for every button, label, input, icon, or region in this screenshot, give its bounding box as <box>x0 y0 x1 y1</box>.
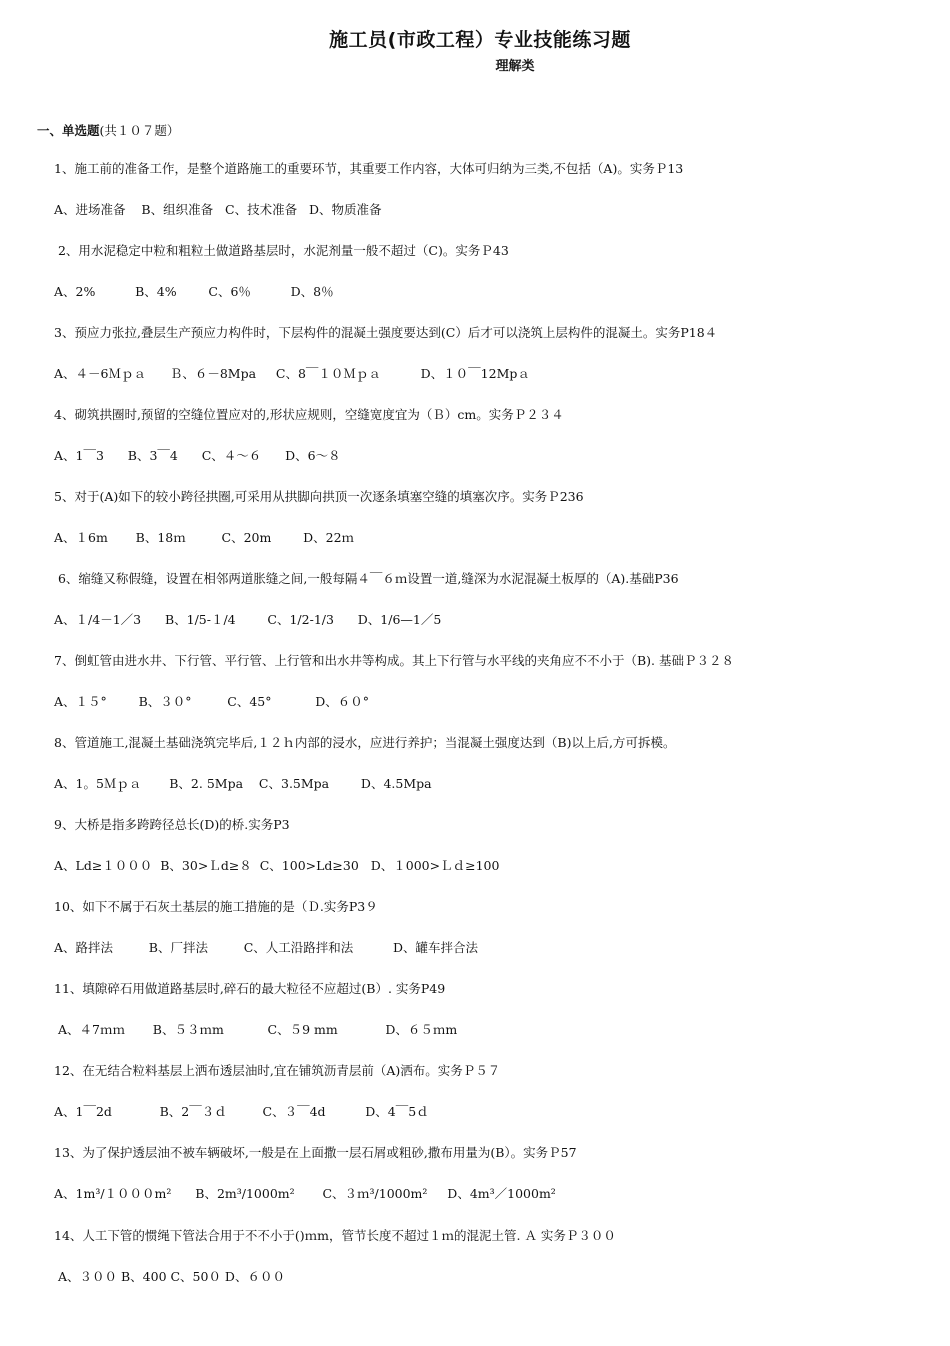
question-text: 5、对于(A)如下的较小跨径拱圈,可采用从拱脚向拱顶一次逐条填塞空缝的填塞次序。实务Ｐ236 <box>54 489 584 504</box>
section-heading-label: 一、单选题 <box>37 123 100 138</box>
question-options: A、１6m B、18ｍ C、20m D、22ｍ <box>54 530 355 545</box>
question-text: 11、填隙碎石用做道路基层时,碎石的最大粒径不应超过(B）. 实务P49 <box>54 981 446 996</box>
question-options: A、４7ｍｍ B、５３ｍm C、５9 mm D、６５ｍm <box>54 1022 458 1037</box>
question-text: 12、在无结合粒料基层上洒布透层油时,宜在铺筑沥青层前（A)洒布。实务Ｐ５７ <box>54 1063 501 1078</box>
question-text: 13、为了保护透层油不被车辆破坏,一般是在上面撒一层石屑或粗砂,撒布用量为(B）。实务Ｐ57 <box>54 1145 577 1160</box>
document-title: 施工员(市政工程）专业技能练习题 <box>329 29 631 51</box>
question-options: A、1。5Ｍｐａ B、2. 5Mpa C、3.5Mpa D、4.5Mpa <box>54 776 432 791</box>
question-options: A、３００ B、400 C、50０ D、６００ <box>54 1269 285 1284</box>
question-text: 1、施工前的准备工作，是整个道路施工的重要环节，其重要工作内容，大体可归纳为三类,不包括（A)。实务Ｐ13 <box>54 161 684 176</box>
section-heading <box>37 121 179 139</box>
document-subtitle: 理解类 <box>495 59 535 74</box>
question-text: 10、如下不属于石灰土基层的施工措施的是（Ｄ.实务P3９ <box>54 899 378 914</box>
question-options: A、进场准备 B、组织准备 C、技术准备 D、物质准备 <box>54 202 382 217</box>
section-count: (共１０７题） <box>99 123 180 138</box>
question-options: A、1￣2d B、2￣３ｄ C、３￣4d D、4￣5ｄ <box>54 1104 429 1119</box>
question-options: A、１５° B、３０° C、45° D、６０° <box>54 694 369 709</box>
question-options: A、４－6Ｍｐａ Ｂ、６－8Mpa C、8￣１０Ｍｐａ D、１０￣12Mpａ <box>54 366 530 381</box>
question-text: 7、倒虹管由进水井、下行管、平行管、上行管和出水井等构成。其上下行管与水平线的夹角应不不小于（B). 基础Ｐ３２８ <box>54 653 734 668</box>
question-text: 9、大桥是指多跨跨径总长(D)的桥.实务P3 <box>54 817 290 832</box>
question-options: A、路拌法 B、厂拌法 C、人工沿路拌和法 D、罐车拌合法 <box>54 940 479 955</box>
question-text: 14、人工下管的惯绳下管法合用于不不小于()ｍm，管节长度不超过１ｍ的混泥土管. Ａ 实务Ｐ３００ <box>54 1228 616 1243</box>
question-options: A、１/4－1／3 B、1/5-１/4 C、1/2-1/3 D、1/6—1／5 <box>54 612 442 627</box>
question-options: A、2% B、4% C、6％ D、8％ <box>54 284 334 299</box>
question-text: 8、管道施工,混凝土基础浇筑完毕后,１２ｈ内部的浸水，应进行养护；当混凝土强度达到（B)以上后,方可拆模。 <box>54 735 676 750</box>
question-text: 3、预应力张拉,叠层生产预应力构件时，下层构件的混凝土强度要达到(C）后才可以浇筑上层构件的混凝土。实务P18４ <box>54 325 718 340</box>
question-options: A、1m³/１０００m² B、2m³/1000m² C、３ｍ³/1000m² D、4m³／1000m² <box>54 1186 556 1201</box>
question-text: 6、缩缝又称假缝，设置在相邻两道胀缝之间,一般每隔４￣６ｍ设置一道,缝深为水泥混凝土板厚的（A).基础P36 <box>54 571 679 586</box>
question-options: A、1￣3 B、3￣4 C、４～６ D、6～８ <box>54 448 341 463</box>
question-options: A、Ld≥１０００ B、30>Ｌd≥８ C、100>Ld≥30 D、１000>Ｌｄ≥100 <box>54 858 500 873</box>
question-text: 2、用水泥稳定中粒和粗粒土做道路基层时，水泥剂量一般不超过（C)。实务Ｐ43 <box>54 243 509 258</box>
question-text: 4、砌筑拱圈时,预留的空缝位置应对的,形状应规则，空缝宽度宜为（Ｂ）cm。实务Ｐ２３４ <box>54 407 564 422</box>
